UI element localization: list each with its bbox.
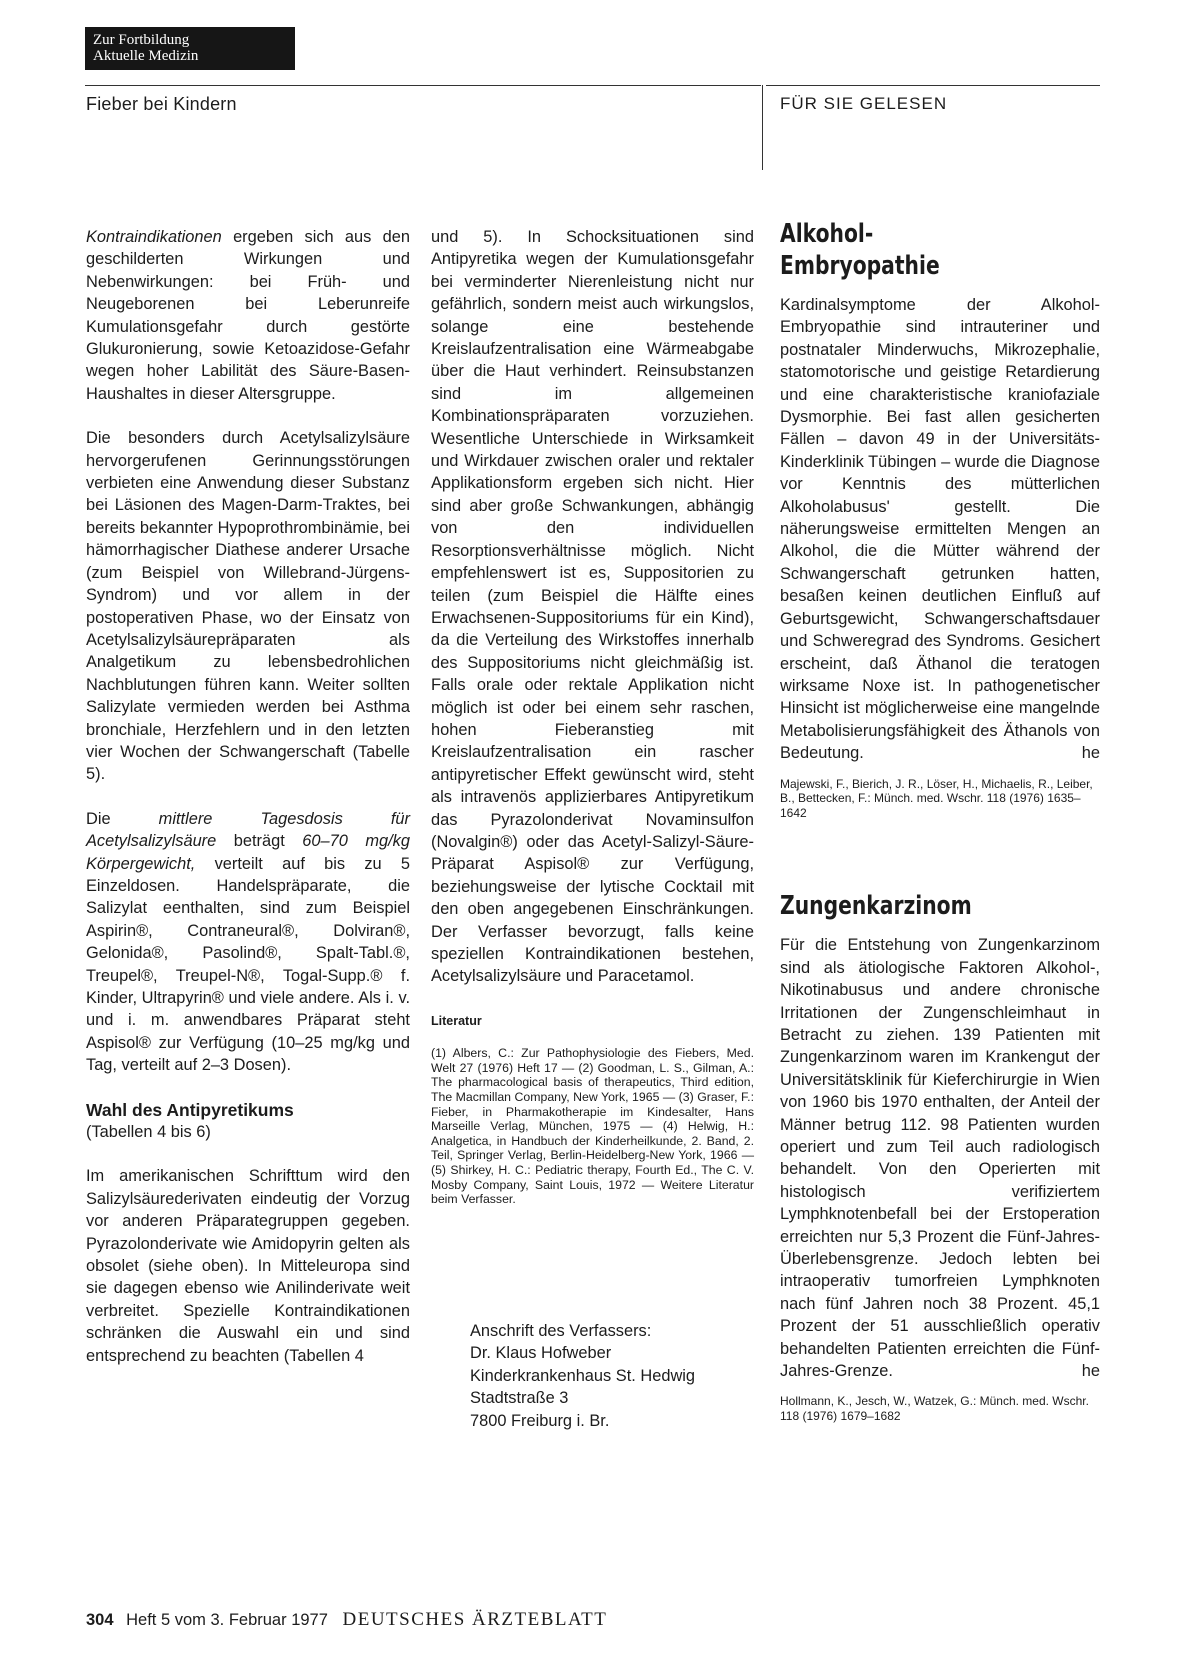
section-badge <box>85 27 295 70</box>
header-rule-right <box>766 85 1100 86</box>
paragraph-american-literature: Im amerikanischen Schrifttum wird den Salizylsäurederivaten eindeutig der Vorzug vor anderen Präparategruppen gegeben. Pyrazolonderivate wie Amidopyrin gelten als obsolet (siehe oben). In Mitteleuropa sind sie dagegen ebenso wie Anilinderivate weit verbreitet. Spezielle Kontraindikationen schränken die Auswahl ein und sind entsprechend zu beachten (Tabellen 4 <box>86 1167 410 1365</box>
paragraph-dosage: Die mittlere Tagesdosis für Acetylsalizylsäure beträgt 60–70 mg/kg Körpergewicht, verteilt auf bis zu 5 Einzeldosen. Handelspräparate, die Salizylat eenthalten, sind zum Beispiel Aspirin®, Contraneural®, Dolviran®, Gelonida®, Pasolind®, Spalt-Tabl.®, Treupel®, Treupel-N®, Togal-Supp.® f. Kinder, Ultrapyrin® und viele andere. Als i. v. und i. m. anwendbares Präparat steht Aspisol® zur Verfügung (10–25 mg/kg und Tag, verteilt auf 2–3 Dosen). <box>86 809 410 1075</box>
article-body-alcohol: Kardinalsymptome der Alkohol-Embryopathie sind intrauteriner und postnataler Minderwuchs, Mikrozephalie, statomotorische und geistige Retardierung und eine charakteristische kraniofaziale Dysmorphie. Bei fast allen gesicherten Fällen – davon 49 in der Universitäts-Kinderklinik Tübingen – wurde die Diagnose vor Kenntnis des mütterlichen Alkoholabusus' gestellt. Die näherungsweise ermittelten Mengen an Alkohol, die die Mütter während der Schwangerschaft getrunken hatten, besaßen keinen deutlichen Einfluß auf Geburtsgewicht, Schwangerschaftsdauer und Schweregrad des Syndroms. Gesichert erscheint, daß Äthanol die teratogen wirksame Noxe ist. In pathogenetischer Hinsicht ist möglicherweise eine mangelnde Metabolisierungsfähigkeit des Äthanols von Bedeutung. he <box>780 294 1100 765</box>
article-title-alcohol: Alkohol- Embryopathie <box>780 219 940 281</box>
literature-list: (1) Albers, C.: Zur Pathophysiologie des Fiebers, Med. Welt 27 (1976) Heft 17 — (2) Goodman, L. S., Gilman, A.: The pharmacological basis of therapeutics, Third edition, The Macmillan Company, New York, 1965 — (3) Graser, F.: Fieber, in Pharmakotherapie im Kindesalter, Hans Marseille Verlag, München, 1975 — (4) Helwig, H.: Analgetica, in Handbuch der Kinderheilkunde, 2. Band, 2. Teil, Springer Verlag, Berlin-Heidelberg-New York, 1966 — (5) Shirkey, H. C.: Pediatric therapy, Fourth Ed., The C. V. Mosby Company, Saint Louis, 1972 — Weitere Literatur beim Verfasser. <box>431 1046 754 1207</box>
issue-info: Heft 5 vom 3. Februar 1977 <box>126 1611 328 1629</box>
reference-alcohol: Majewski, F., Bierich, J. R., Löser, H., Michaelis, R., Leiber, B., Bettecken, F.: Münch. med. Wschr. 118 (1976) 1635–1642 <box>780 776 1093 820</box>
running-head-right: FÜR SIE GELESEN <box>780 94 948 113</box>
paragraph-shock-situations: und 5). In Schocksituationen sind Antipyretika wegen der Kumulationsgefahr bei verminderter Nierenleistung nicht nur gefährlich, sondern meist auch wirkungslos, solange eine bestehende Kreislaufzentralisation eine Wärmeabgabe über die Haut verhindert. Reinsubstanzen sind im allgemeinen Kombinationspräparaten vorzuziehen. Wesentliche Unterschiede in Wirksamkeit und Wirkdauer zwischen oraler und rektaler Applikationsform ergeben sich nicht. Hier sind aber große Schwankungen, abhängig von den individuellen Resorptionsverhältnisse möglich. Nicht empfehlenswert ist es, Suppositorien zu teilen (zum Beispiel die Hälfte eines Erwachsenen-Suppositoriums für ein Kind), da die Verteilung des Wirkstoffes innerhalb des Suppositoriums nicht gleichmäßig ist. Falls orale oder rektale Applikation nicht möglich ist oder bei einem sehr raschen, hohen Fieberanstieg mit Kreislaufzentralisation ein rascher antipyretischer Effekt gewünscht wird, steht als intravenös applizierbares Antipyretikum das Pyrazolonderivat Novaminsulfon (Novalgin®) oder das Acetyl-Salizyl-Säure-Präparat Aspisol® zur Verfügung, beziehungsweise der lytische Cocktail mit den oben angegebenen Einschränkungen. Der Verfasser bevorzugt, falls keine speziellen Kontraindikationen bestehen, Acetylsalizylsäure und Paracetamol. <box>431 228 754 986</box>
author-address <box>470 1320 695 1432</box>
header-divider <box>762 85 763 170</box>
paragraph-contraindications: Kontraindikationen ergeben sich aus den geschilderten Wirkungen und Nebenwirkungen: bei Früh- und Neugeborenen bei Leberunreife Kumulationsgefahr durch gestörte Glukuronierung, sowie Ketoazidose-Gefahr wegen hoher Labilität des Säure-Basen-Haushaltes in dieser Altersgruppe. <box>86 228 410 403</box>
address-label: Anschrift des Verfassers: <box>470 1322 652 1340</box>
badge-line-1: Zur Fortbildung <box>93 32 190 48</box>
subheading-antipyretic-choice: Wahl des Antipyretikums <box>86 1099 294 1120</box>
address-institution: Kinderkrankenhaus St. Hedwig <box>470 1366 696 1385</box>
signature-alcohol: he <box>1081 744 1100 763</box>
column-3 <box>780 218 1100 1424</box>
address-name: Dr. Klaus Hofweber <box>470 1344 612 1363</box>
badge-line-2: Aktuelle Medizin <box>93 48 199 64</box>
address-city: 7800 Freiburg i. Br. <box>470 1411 610 1430</box>
running-head-left: Fieber bei Kindern <box>86 94 237 114</box>
article-body-tongue-carcinoma: Für die Entstehung von Zungenkarzinom sind als ätiologische Faktoren Alkohol-, Nikotinabusus und andere chronische Irritationen der Zungenschleimhaut in Betracht zu ziehen. 139 Patienten mit Zungenkarzinom waren im Krankengut der Universitätsklinik für Kieferchirurgie in Wien von 1960 bis 1970 enthalten, der Anteil der Männer betrug 112. 98 Patienten wurden operiert und zum Teil auch radiologisch behandelt. Von den Operierten mit histologisch verifiziertem Lymphknotenbefall bei der Erstoperation erreichten nur 5,3 Prozent die Fünf-Jahres-Überlebensgrenze. Jedoch lebten bei intraoperativ tumorfreien Lymphknoten nach fünf Jahren noch 38 Prozent. 45,1 Prozent der 51 ausschließlich operativ behandelten Patienten erreichten die Fünf-Jahres-Grenze. he <box>780 934 1100 1382</box>
reference-tongue-carcinoma: Hollmann, K., Jesch, W., Watzek, G.: Münch. med. Wschr. 118 (1976) 1679–1682 <box>780 1394 1089 1424</box>
page-footer <box>86 1609 607 1631</box>
subheading-note: (Tabellen 4 bis 6) <box>86 1123 211 1142</box>
column-2 <box>431 226 754 1229</box>
article-title-tongue-carcinoma: Zungenkarzinom <box>780 891 972 922</box>
column-1 <box>86 226 410 1389</box>
journal-name: DEUTSCHES ÄRZTEBLATT <box>342 1609 608 1630</box>
address-street: Stadtstraße 3 <box>470 1389 569 1408</box>
page-number: 304 <box>86 1611 114 1629</box>
literature-heading: Literatur <box>431 1013 482 1028</box>
header-rule-left <box>85 85 761 86</box>
signature-tongue-carcinoma: he <box>1081 1362 1100 1381</box>
paragraph-coagulation: Die besonders durch Acetylsalizylsäure hervorgerufenen Gerinnungsstörungen verbieten eine Anwendung dieser Substanz bei Läsionen des Magen-Darm-Traktes, bei bereits bekannter Hypoprothrombinämie, bei hämorrhagischer Diathese anderer Ursache (zum Beispiel von Willebrand-Jürgens-Syndrom) und vor allem in der postoperativen Phase, wo der Einsatz von Acetylsalizylsäurepräparaten als Analgetikum zu lebensbedrohlichen Nachblutungen führen kann. Weiter sollten Salizylate vermieden werden bei Asthma bronchiale, Herzfehlern und in den letzten vier Wochen der Schwangerschaft (Tabelle 5). <box>86 429 410 784</box>
